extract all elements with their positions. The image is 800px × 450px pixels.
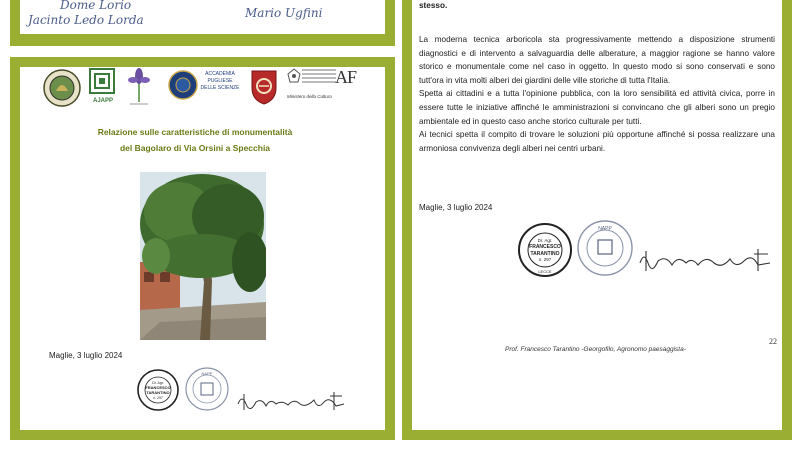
agronomist-stamp [137, 369, 179, 411]
right-page-body [419, 33, 775, 155]
previous-page [20, 0, 385, 34]
left-page-date: Maglie, 3 luglio 2024 [49, 351, 123, 360]
signature-image [636, 245, 776, 275]
stamp-label: Dr. Agr. [537, 238, 553, 243]
accademia-text: ACCADEMIA PUGLIESE DELLE SCIENZE [200, 71, 240, 91]
nafp-text: NAPP [598, 226, 612, 232]
stamp-name-first: FRANCESCO [145, 385, 171, 390]
previous-page-frame [10, 0, 395, 46]
accademia-pugliese-delle-scienze-logo [168, 66, 240, 108]
signature-scrawl: Jacinto Ledo Lorda [28, 13, 144, 27]
signature-image [234, 388, 354, 414]
republic-emblem-icon [287, 68, 301, 84]
stamp-name-last: TARANTINO [146, 390, 170, 395]
document-title-line-2: del Bagolaro di Via Orsini a Specchia [119, 143, 271, 153]
circular-seal-logo [43, 69, 81, 109]
author-footer: Prof. Francesco Tarantino -Georgofilo, Agronomo paesaggista- [505, 346, 686, 353]
tree-photo-image [140, 172, 266, 340]
af-text: AF [335, 67, 357, 87]
nafp-text: NAPP [201, 371, 213, 376]
signature-scrawl: Dome Lorio [60, 0, 132, 12]
continuation-word: stesso. [419, 1, 448, 10]
signature-scrawl: Mario Ugfini [245, 6, 323, 20]
right-page-lead [419, 0, 775, 13]
stamp-name-first: FRANCESCO [529, 244, 561, 250]
paragraph-3: Ai tecnici spetta il compito di trovare le soluzioni più opportune affinché si possa realizzare una armoniosa convivenza degli alberi nei centri urbani. [419, 130, 775, 153]
stamp-number: n. 297 [538, 257, 552, 262]
agronomist-stamp [518, 223, 572, 277]
document-title-line-1: Relazione sulle caratteristiche di monumentalità [97, 127, 293, 137]
right-page-date: Maglie, 3 luglio 2024 [419, 203, 493, 212]
ajapp-logo [89, 68, 117, 108]
stamp-label: Dr. Agr. [152, 381, 164, 385]
ministero-text: Ministero della Cultura [287, 94, 332, 99]
page-number: 22 [769, 337, 777, 346]
accademia-seal-icon [168, 70, 198, 100]
ajapp-mark-icon [89, 68, 115, 96]
iris-flower-logo [124, 66, 154, 106]
stamp-name-last: TARANTINO [530, 251, 560, 257]
stamp-ring-bottom: LECCE [538, 269, 552, 274]
crest-logo [249, 68, 279, 108]
ajapp-text: AJAPP [92, 98, 113, 104]
ministero-della-cultura-logo [287, 68, 337, 108]
paragraph-2: Spetta ai cittadini e a tutta l'opinione pubblica, con la loro sensibilità ed attività civica, porre in essere tutte le iniziative affinché le amministrazioni si convincano che gli alberi sono un pregio ambientale ed in questo caso anche storico culturale per tutti. [419, 89, 775, 126]
tree-photo [140, 172, 266, 340]
nafp-stamp [185, 367, 229, 411]
paragraph-1: La moderna tecnica arboricola sta progressivamente mettendo a disposizione strumenti diagnostici e di intervento a salvaguardia delle alberature, a maggior ragione se hanno valore storico e monumentale come nel caso in oggetto. In questo modo si sono conservati e sono tutt'ora in vita molti alberi dei giardini delle ville storiche di tutta l'Italia. [419, 35, 775, 85]
stamp-number: n. 297 [153, 396, 163, 400]
ministero-fine-print [302, 69, 336, 83]
nafp-stamp [577, 220, 633, 276]
af-logo [335, 67, 361, 97]
